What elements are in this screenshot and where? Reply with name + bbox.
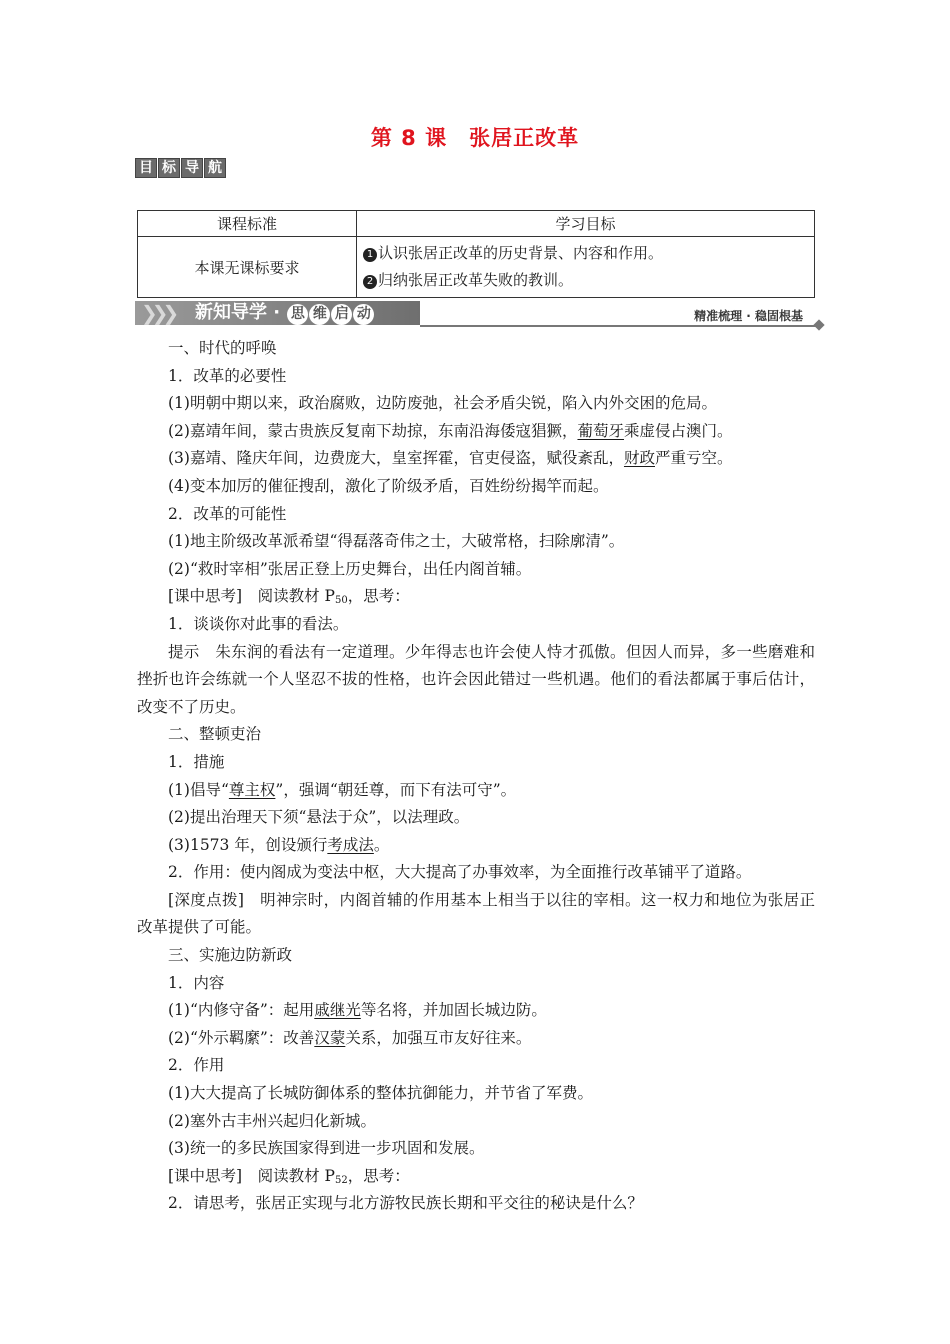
banner-main-text: 新知导学 · [195,302,287,323]
paragraph: (1)地主阶级改革派希望“得磊落奇伟之士，大破常格，扫除廓清”。 [168,532,625,551]
chevron-right-icon: ❯❯❯ [141,301,174,325]
goal-item [363,240,808,267]
paragraph: (1)大大提高了长城防御体系的整体抗御能力，并节省了军费。 [168,1084,593,1103]
text-run: 乘虚侵占澳门。 [623,421,733,440]
text-run: (1)倡导“ [168,780,229,799]
badge-char: 导 [181,158,203,178]
text-run: (3)1573 年，创设颁行 [168,835,328,854]
section-badge-goals [135,158,227,178]
text-run: (3)嘉靖、隆庆年间，边费庞大，皇室挥霍，官吏侵盗，赋役紊乱， [168,449,624,468]
paragraph [137,418,815,446]
badge-char: 航 [204,158,226,178]
banner-circled-char: 启 [331,304,352,325]
banner-circled-char: 维 [309,304,330,325]
section-heading: 一、时代的呼唤 [168,339,277,357]
curriculum-table [137,210,815,298]
question: 2．请思考，张居正实现与北方游牧民族长期和平交往的秘诀是什么？ [168,1194,643,1213]
paragraph [137,445,815,473]
page-subscript: 52 [334,1174,348,1186]
key-term: 戚继光 [314,1001,361,1020]
paragraph: (2)塞外古丰州兴起归化新城。 [168,1111,376,1130]
text-run: 关系，加强互市友好往来。 [345,1028,532,1047]
paragraph: (3)统一的多民族国家得到进一步巩固和发展。 [168,1139,485,1158]
text-run: (1)“内修守备”：起用 [168,1001,315,1020]
text-run: ，思考： [347,1166,410,1185]
table-cell-goals [357,237,815,298]
banner-subtitle: 精准梳理 · 稳固根基 [694,309,803,323]
paragraph [137,1025,815,1053]
paragraph: (2)“救时宰相”张居正登上历史舞台，出任内阁首辅。 [168,559,532,578]
paragraph: (4)变本加厉的催征搜刮，激化了阶级矛盾，百姓纷纷揭竿而起。 [168,476,609,495]
subheading: 2．改革的可能性 [168,504,287,523]
subheading: 1．内容 [168,973,225,992]
question: 1．谈谈你对此事的看法。 [168,614,349,633]
lesson-body [137,335,815,1218]
deep-note-paragraph: [深度点拨] 明神宗时，内阁首辅的作用基本上相当于以往的宰相。这一权力和地位为张居正改革提供了可能。 [137,890,815,937]
text-run: 严重亏空。 [654,449,733,468]
subheading: 1．改革的必要性 [168,366,287,385]
goal-text: 归纳张居正改革失败的教训。 [378,271,574,289]
think-prompt [137,1163,815,1191]
diamond-icon [813,319,824,330]
banner-rule [420,325,817,327]
paragraph [137,832,815,860]
key-term: 汉蒙 [314,1028,346,1047]
badge-char: 目 [135,158,157,178]
banner-circled-char: 思 [287,304,308,325]
table-header-goals: 学习目标 [357,211,815,237]
key-term: 财政 [623,449,655,468]
table-cell-standard: 本课无课标要求 [138,237,357,298]
section-heading: 二、整顿吏治 [168,725,262,744]
key-term: 葡萄牙 [577,421,624,440]
paragraph [137,777,815,805]
hint-paragraph: 提示 朱东润的看法有一定道理。少年得志也许会使人恃才孤傲。但因人而异，多一些磨难和挫折也许会练就一个人坚忍不拔的性格，也许会因此错过一些机遇。他们的看法都属于事后估计，改变不了历史。 [137,642,815,716]
text-run: 等名将，并加固长城边防。 [360,1001,547,1020]
paragraph [137,997,815,1025]
page-title: 第 8 课 张居正改革 [370,126,580,150]
key-term: 尊主权 [228,780,276,799]
goal-text: 认识张居正改革的历史背景、内容和作用。 [378,244,664,262]
subheading: 2．作用 [168,1056,225,1075]
banner-circled-char: 动 [353,304,374,325]
page-subscript: 50 [334,595,348,607]
paragraph: (2)提出治理天下须“悬法于众”，以法理政。 [168,808,470,827]
text-run: (2)“外示羁縻”：改善 [168,1028,315,1047]
number-badge: 2 [363,275,377,289]
goal-item [363,267,808,294]
paragraph: 2．作用：使内阁成为变法中枢，大大提高了办事效率，为全面推行改革铺平了道路。 [168,863,752,882]
text-run: [课中思考] 阅读教材 P [168,1166,335,1185]
section-banner [135,299,825,329]
text-run: [课中思考] 阅读教材 P [168,587,335,606]
text-run: 。 [373,835,390,854]
think-prompt [137,583,815,611]
text-run: (2)嘉靖年间，蒙古贵族反复南下劫掠，东南沿海倭寇猖獗， [168,421,578,440]
badge-char: 标 [158,158,180,178]
paragraph: (1)明朝中期以来，政治腐败，边防废弛，社会矛盾尖锐，陷入内外交困的危局。 [168,394,717,413]
text-run: ”，强调“朝廷尊，而下有法可守”。 [275,780,517,799]
section-heading: 三、实施边防新政 [168,946,293,965]
subheading: 1．措施 [168,752,225,771]
text-run: ，思考： [347,587,410,606]
number-badge: 1 [363,248,377,262]
table-header-standard: 课程标准 [138,211,357,237]
banner-title [195,301,374,325]
key-term: 考成法 [327,835,374,854]
